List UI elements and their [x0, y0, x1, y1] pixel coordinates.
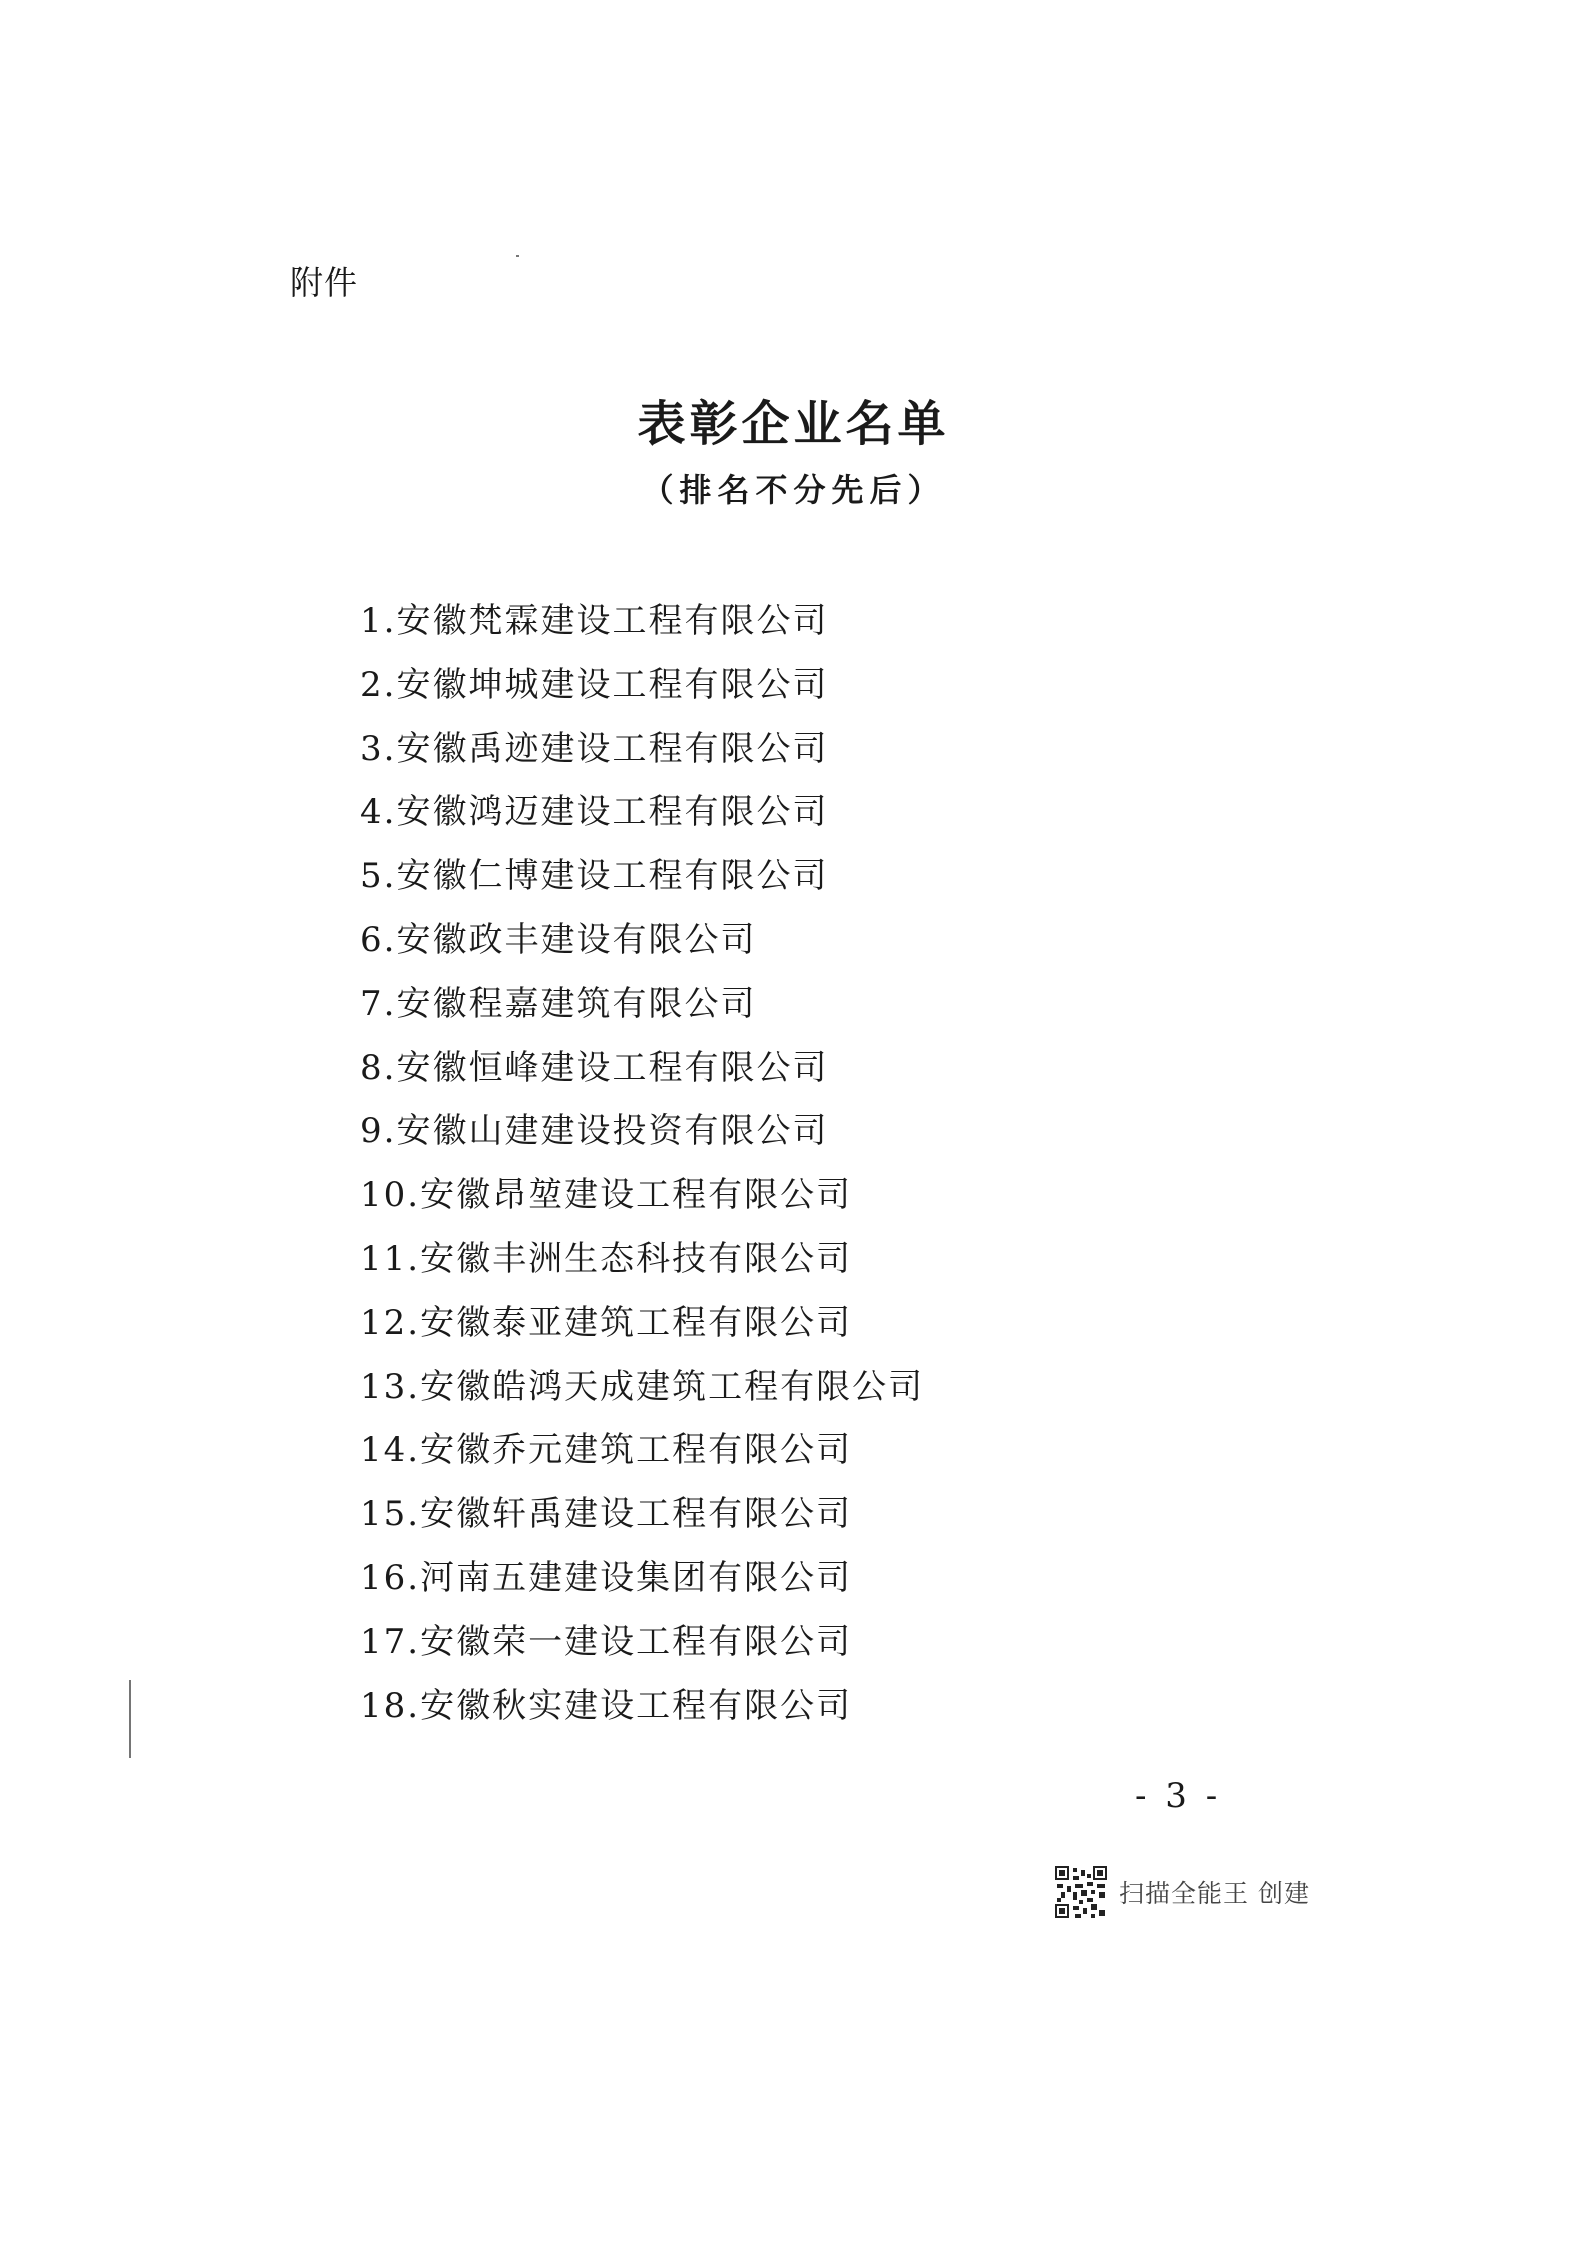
list-item: 7.安徽程嘉建筑有限公司 — [360, 983, 757, 1024]
list-item: 18.安徽秋实建设工程有限公司 — [360, 1685, 853, 1726]
list-item: 16.河南五建建设集团有限公司 — [360, 1557, 853, 1598]
list-item: 8.安徽恒峰建设工程有限公司 — [360, 1047, 829, 1088]
scanner-watermark — [1055, 1866, 1310, 1918]
list-item: 12.安徽泰亚建筑工程有限公司 — [360, 1302, 853, 1343]
list-item: 17.安徽荣一建设工程有限公司 — [360, 1621, 853, 1662]
list-item: 9.安徽山建建设投资有限公司 — [360, 1111, 829, 1152]
list-item: 3.安徽禹迹建设工程有限公司 — [360, 728, 829, 769]
list-item: 4.安徽鸿迈建设工程有限公司 — [360, 792, 829, 833]
list-item: 11.安徽丰洲生态科技有限公司 — [360, 1238, 853, 1279]
scan-edge-mark — [129, 1680, 131, 1758]
qr-code-icon — [1055, 1866, 1107, 1918]
company-list — [360, 590, 924, 1738]
list-item: 2.安徽坤城建设工程有限公司 — [360, 664, 829, 705]
attachment-label: 附件 — [290, 263, 358, 302]
watermark-text: 扫描全能王 创建 — [1119, 1879, 1310, 1908]
scan-speck — [516, 255, 519, 257]
list-item: 15.安徽轩禹建设工程有限公司 — [360, 1494, 853, 1535]
list-item: 13.安徽皓鸿天成建筑工程有限公司 — [360, 1366, 925, 1407]
list-item: 10.安徽昂堃建设工程有限公司 — [360, 1175, 853, 1216]
list-item: 6.安徽政丰建设有限公司 — [360, 919, 757, 960]
list-item: 1.安徽梵霖建设工程有限公司 — [360, 601, 829, 641]
page-number: - 3 - — [1135, 1776, 1222, 1816]
page-title: 表彰企业名单 — [637, 396, 950, 452]
page-subtitle: （排名不分先后） — [641, 471, 946, 509]
list-item: 14.安徽乔元建筑工程有限公司 — [360, 1430, 853, 1471]
list-item: 5.安徽仁博建设工程有限公司 — [360, 856, 829, 897]
